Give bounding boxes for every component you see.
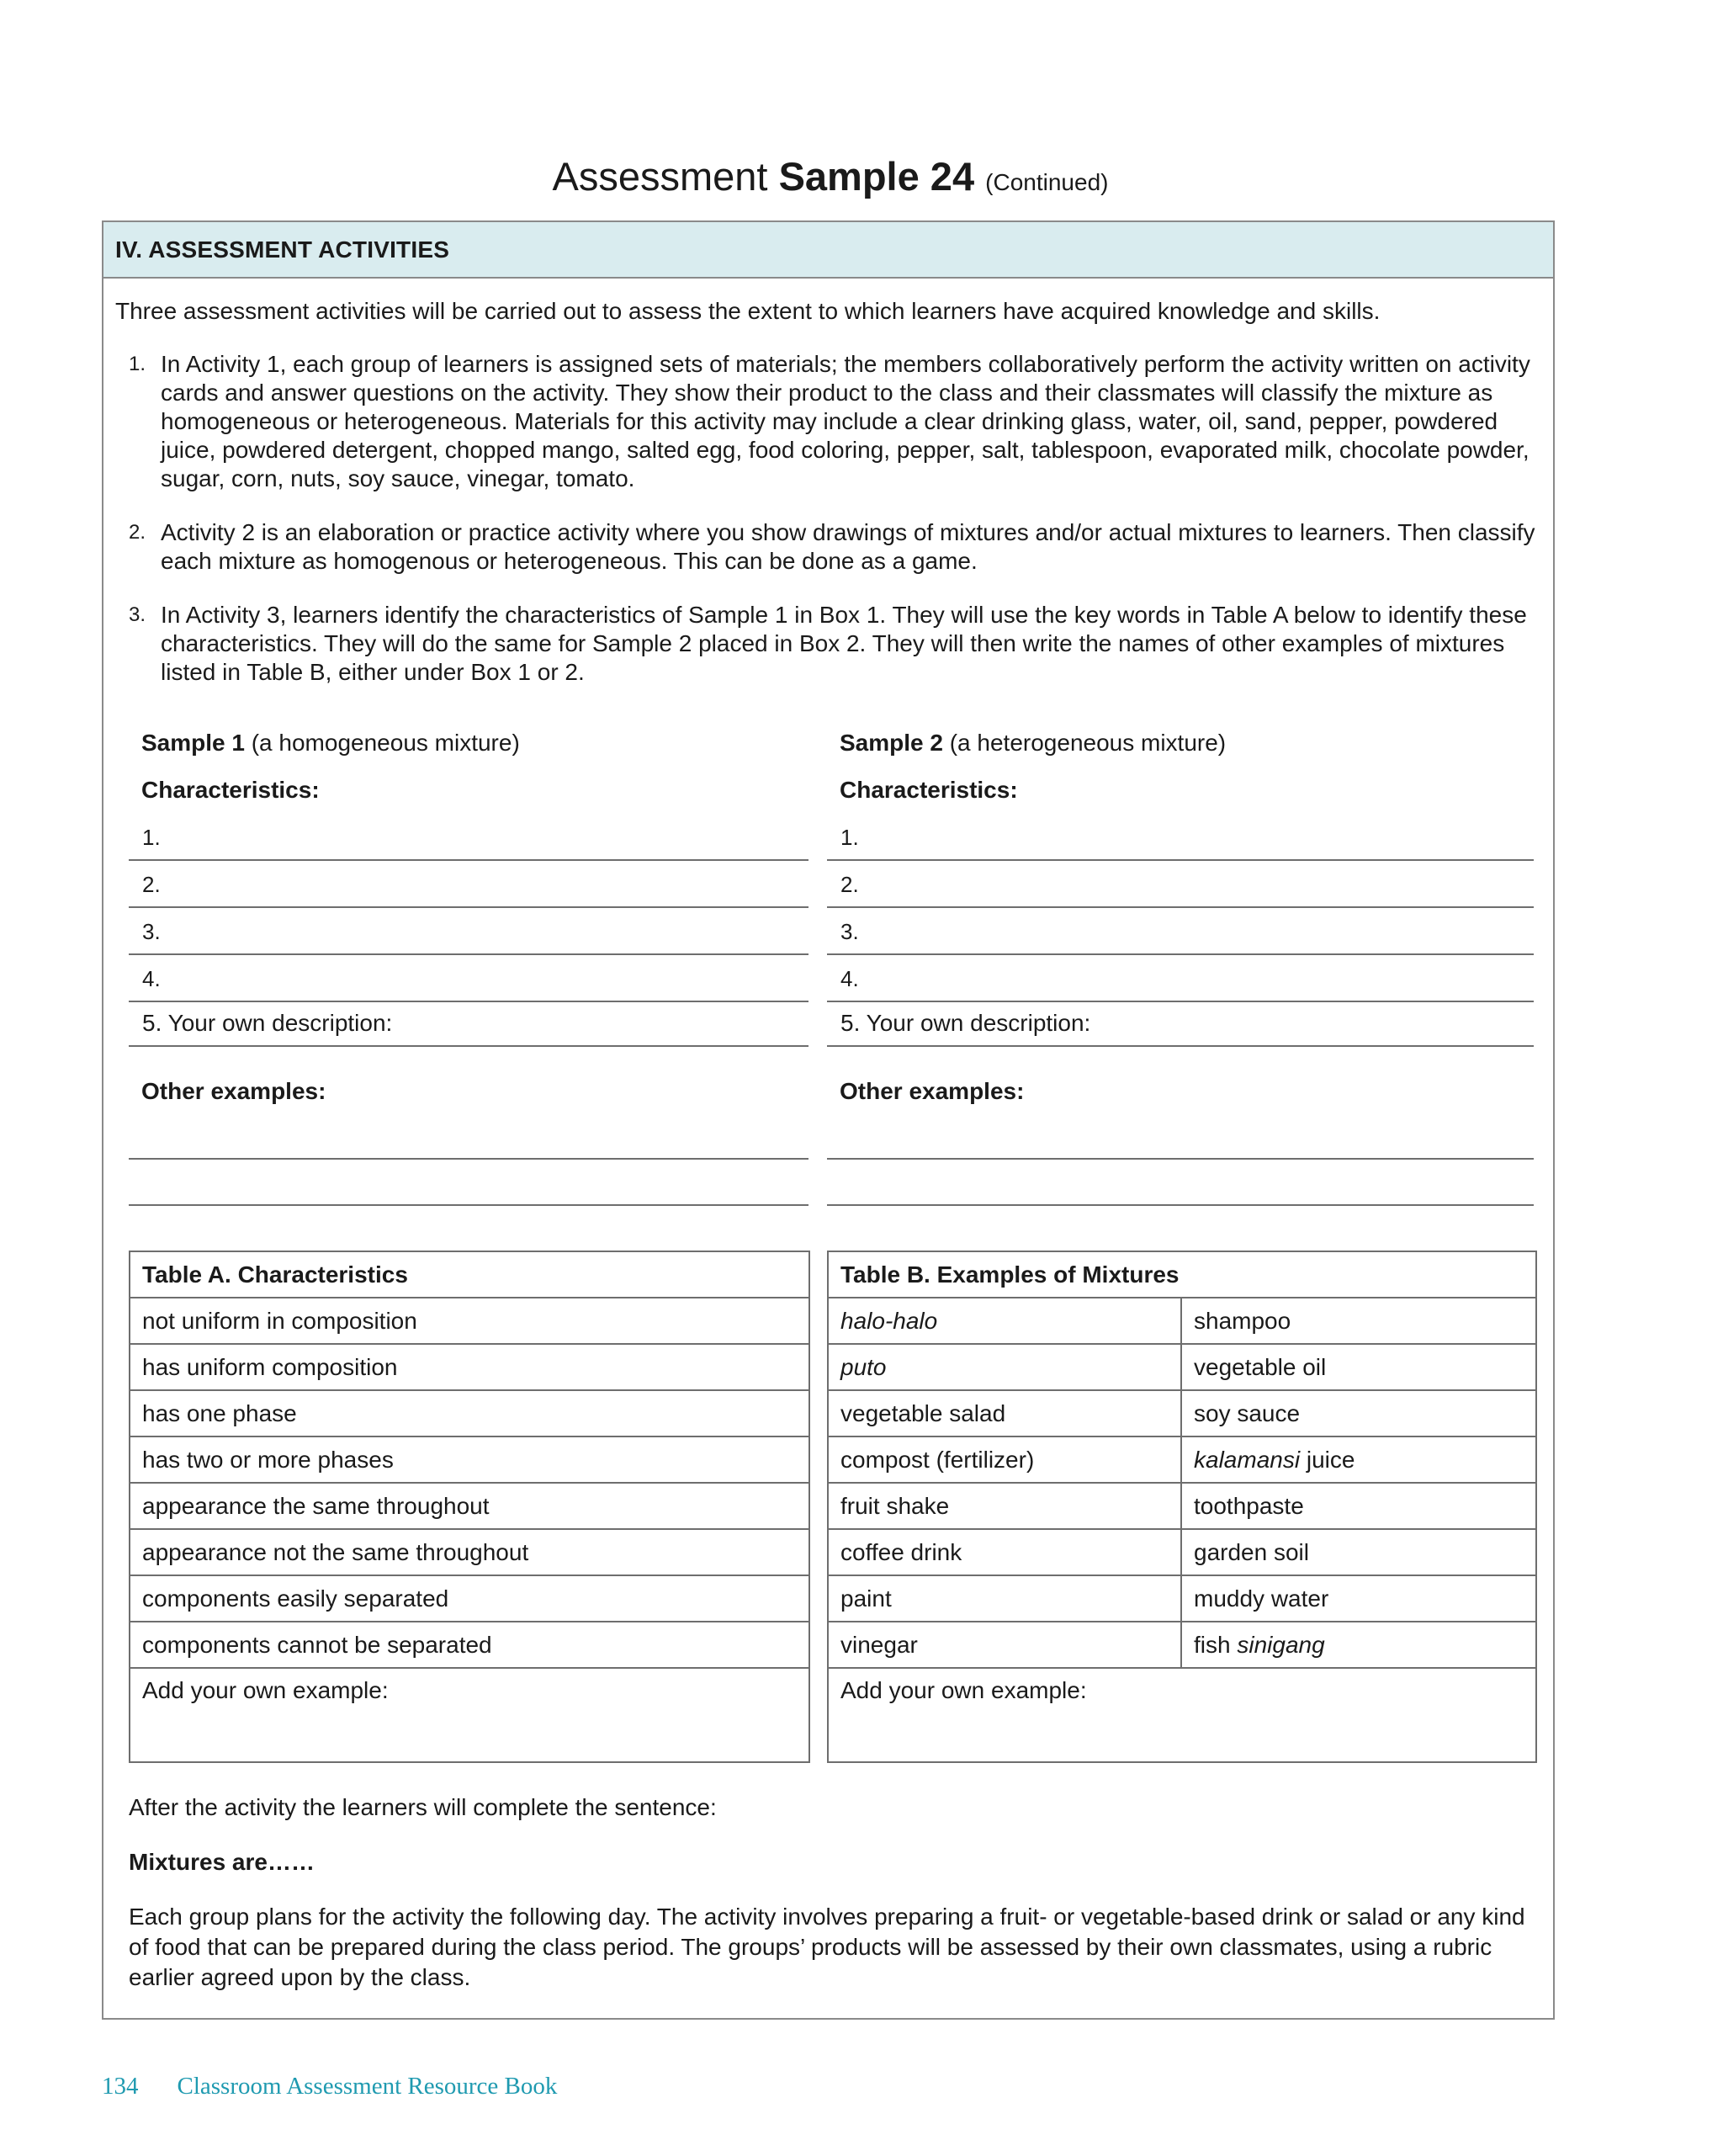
sample2-heading: Sample 2 (a heterogeneous mixture) bbox=[840, 730, 1227, 756]
sample2-other-line-1[interactable] bbox=[827, 1158, 1534, 1160]
book-title: Classroom Assessment Resource Book bbox=[177, 2073, 558, 2100]
table-a-add-example[interactable]: Add your own example: bbox=[130, 1668, 809, 1762]
sample1-heading: Sample 1 (a homogeneous mixture) bbox=[141, 730, 520, 756]
table-row: appearance the same throughout bbox=[130, 1483, 809, 1529]
table-row: not uniform in composition bbox=[130, 1298, 809, 1344]
section-heading: IV. ASSESSMENT ACTIVITIES bbox=[103, 222, 1553, 279]
table-row: coffee drink garden soil bbox=[828, 1529, 1536, 1575]
after-activity-text: After the activity the learners will complete the sentence: bbox=[129, 1794, 717, 1820]
sample1-characteristics-label: Characteristics: bbox=[141, 777, 320, 803]
list-item: 3. In Activity 3, learners identify the characteristics of Sample 1 in Box 1. They will use the key words in Table A below to identify these characteristics. They will do the same for Sample 2 placed in Box 2. They will then write the names of other examples of mixtures listed in Table B, either under Box 1 or 2. bbox=[129, 602, 1527, 685]
sample2-other-label: Other examples: bbox=[840, 1078, 1025, 1104]
sample2-blank-2[interactable]: 2. bbox=[827, 861, 1534, 908]
sample1-blank-4[interactable]: 4. bbox=[129, 955, 808, 1002]
table-row: vinegar fish sinigang bbox=[828, 1622, 1536, 1668]
list-item: 1. In Activity 1, each group of learners is assigned sets of materials; the members collaboratively perform the activity written on activity cards and answer questions on the activity. They show their product to the class and their classmates will classify the mixture as homogeneous or heterogeneous. Materials for this activity may include a clear drinking glass, water, oil, sand, pepper, powdered juice, powdered detergent, chopped mango, salted egg, food coloring, pepper, salt, tablespoon, evaporated milk, chocolate powder, sugar, corn, nuts, soy sauce, vinegar, tomato. bbox=[129, 351, 1530, 491]
sample1-blank-5[interactable]: 5. Your own description: bbox=[129, 1000, 808, 1047]
group-plan-text: Each group plans for the activity the following day. The activity involves preparing a fruit- or vegetable-based drink or salad or any kind of food that can be prepared during the class period. The groups’ products will be assessed by their own classmates, using a rubric earlier agreed upon by the class. bbox=[129, 1904, 1525, 1990]
table-row: components cannot be separated bbox=[130, 1622, 809, 1668]
sample1-blank-2[interactable]: 2. bbox=[129, 861, 808, 908]
table-row: vegetable salad soy sauce bbox=[828, 1390, 1536, 1436]
table-b-add-example[interactable]: Add your own example: bbox=[828, 1668, 1536, 1762]
table-row: components easily separated bbox=[130, 1575, 809, 1622]
table-row: fruit shake toothpaste bbox=[828, 1483, 1536, 1529]
page-footer bbox=[102, 2073, 557, 2100]
mixtures-are-prompt: Mixtures are…… bbox=[129, 1849, 315, 1875]
sample1-blank-3[interactable]: 3. bbox=[129, 908, 808, 955]
sample2-blank-5[interactable]: 5. Your own description: bbox=[827, 1000, 1534, 1047]
table-row: puto vegetable oil bbox=[828, 1344, 1536, 1390]
section-intro: Three assessment activities will be carried out to assess the extent to which learners have acquired knowledge and skills. bbox=[115, 298, 1381, 324]
sample2-characteristics-label: Characteristics: bbox=[840, 777, 1018, 803]
table-row: paint muddy water bbox=[828, 1575, 1536, 1622]
page-number: 134 bbox=[102, 2073, 139, 2100]
sample2-other-line-2[interactable] bbox=[827, 1204, 1534, 1206]
sample2-blank-1[interactable]: 1. bbox=[827, 814, 1534, 861]
table-a-title: Table A. Characteristics bbox=[130, 1251, 809, 1298]
table-row: has two or more phases bbox=[130, 1436, 809, 1483]
sample1-blank-1[interactable]: 1. bbox=[129, 814, 808, 861]
table-b-title: Table B. Examples of Mixtures bbox=[828, 1251, 1536, 1298]
sample1-other-line-1[interactable] bbox=[129, 1158, 808, 1160]
sample1-other-line-2[interactable] bbox=[129, 1204, 808, 1206]
table-row: appearance not the same throughout bbox=[130, 1529, 809, 1575]
activity-list bbox=[129, 350, 1542, 712]
table-a bbox=[129, 1251, 810, 1763]
sample1-other-label: Other examples: bbox=[141, 1078, 326, 1104]
table-row: halo-halo shampoo bbox=[828, 1298, 1536, 1344]
list-item: 2. Activity 2 is an elaboration or practice activity where you show drawings of mixtures and/or actual mixtures to learners. Then classify each mixture as homogenous or heterogeneous. This can be done as a game. bbox=[129, 519, 1535, 574]
sample2-blank-4[interactable]: 4. bbox=[827, 955, 1534, 1002]
page-title: Assessment Sample 24 (Continued) bbox=[552, 154, 1109, 199]
table-b bbox=[827, 1251, 1537, 1763]
table-row: compost (fertilizer) kalamansi juice bbox=[828, 1436, 1536, 1483]
table-row: has one phase bbox=[130, 1390, 809, 1436]
sample2-blank-3[interactable]: 3. bbox=[827, 908, 1534, 955]
table-row: has uniform composition bbox=[130, 1344, 809, 1390]
